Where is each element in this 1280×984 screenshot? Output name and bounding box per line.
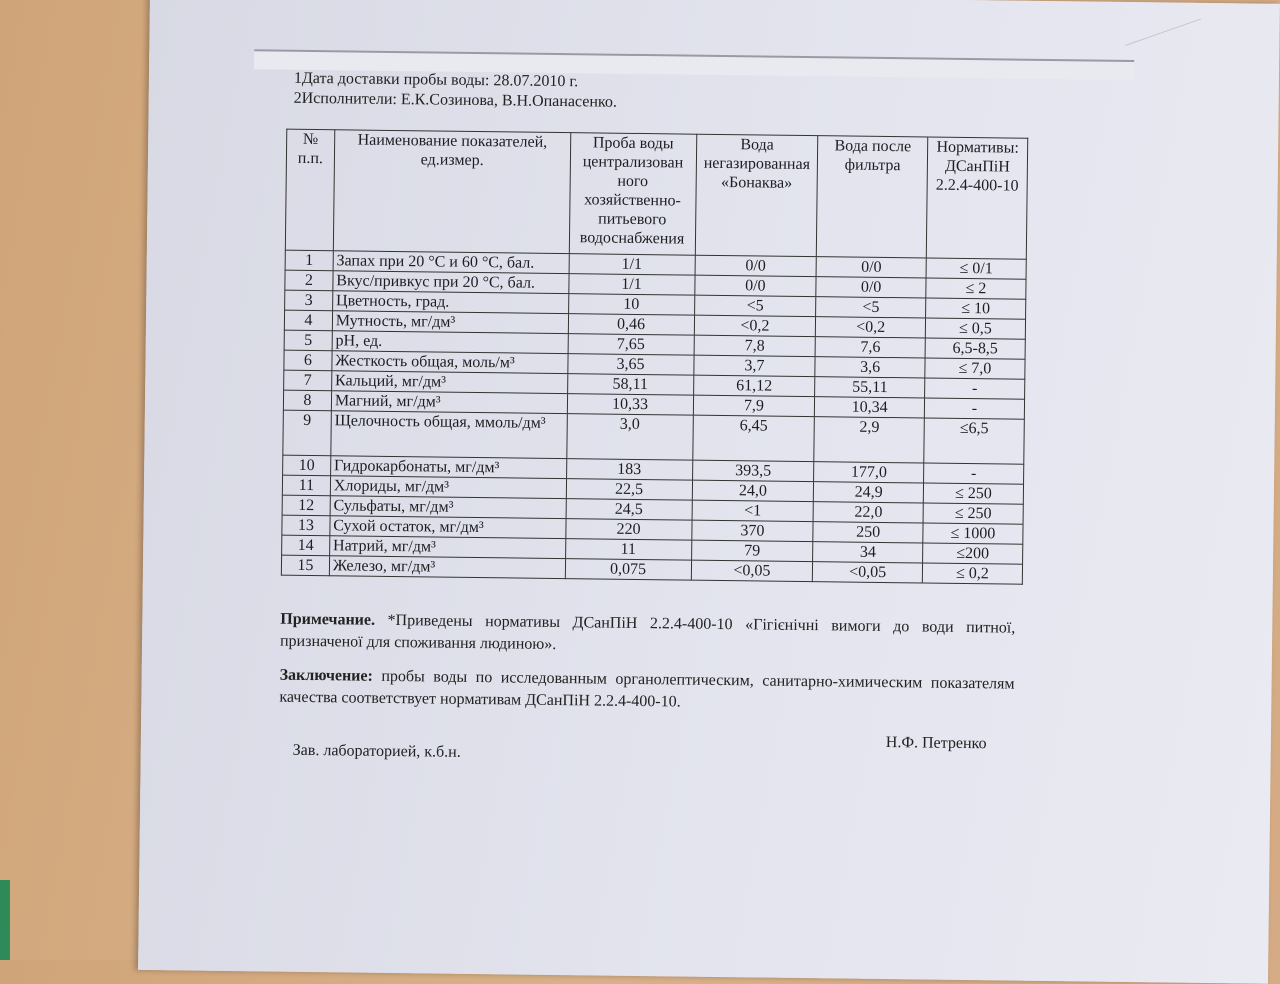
indicator-name: Кальций, мг/дм³ <box>331 371 567 394</box>
indicator-name: Магний, мг/дм³ <box>331 391 567 414</box>
conclusion-text: пробы воды по исследованным органолептическим, санитарно-химическим показателям качества соответствует нормативам ДСанПіН 2.2.4-400-10. <box>279 667 1015 711</box>
bonaqua-value: 79 <box>691 540 813 561</box>
norm-value: 6,5-8,5 <box>925 338 1025 359</box>
tap-water-value: 3,65 <box>567 354 693 376</box>
row-number: 13 <box>282 515 330 536</box>
row-number: 7 <box>284 370 332 391</box>
bonaqua-value: 0/0 <box>695 255 817 276</box>
indicator-name: pH, ед. <box>332 331 568 354</box>
paper-fold <box>1118 0 1200 46</box>
bonaqua-value: 7,9 <box>693 395 815 416</box>
tap-water-value: 1/1 <box>569 254 695 276</box>
col-header-tap-water: Проба воды централизован ного хозяйственно-питьевого водоснабжения <box>569 133 696 256</box>
results-table <box>281 129 1028 585</box>
filtered-value: 22,0 <box>813 502 923 523</box>
bonaqua-value: 24,0 <box>692 480 814 501</box>
tap-water-value: 22,5 <box>566 479 692 501</box>
row-number: 1 <box>285 250 333 271</box>
bonaqua-value: <0,05 <box>691 560 813 581</box>
norm-value: ≤ 7,0 <box>925 358 1025 379</box>
indicator-name: Щелочность общая, ммоль/дм³ <box>331 411 567 459</box>
conclusion-paragraph <box>279 665 1014 718</box>
bonaqua-value: 3,7 <box>693 355 815 376</box>
norm-value: ≤ 10 <box>926 298 1026 319</box>
indicator-name: Сухой остаток, мг/дм³ <box>330 516 566 539</box>
row-number: 5 <box>284 330 332 351</box>
row-number: 4 <box>284 310 332 331</box>
note-paragraph <box>280 609 1015 662</box>
filtered-value: <5 <box>816 297 926 318</box>
row-number: 8 <box>283 390 331 411</box>
indicator-name: Железо, мг/дм³ <box>329 556 565 579</box>
filtered-value: <0,05 <box>813 562 923 583</box>
filtered-value: 0/0 <box>816 257 926 278</box>
tap-water-value: 220 <box>565 519 691 541</box>
row-number: 14 <box>282 535 330 556</box>
col-header-indicator: Наименование показателей, ед.измер. <box>333 130 570 254</box>
note-label: Примечание. <box>280 610 376 629</box>
bonaqua-value: <1 <box>692 500 814 521</box>
tap-water-value: 1/1 <box>568 274 694 296</box>
row-number: 12 <box>282 495 330 516</box>
tap-water-value: 0,075 <box>565 559 691 581</box>
executors-line: 2Исполнители: Е.К.Созинова, В.Н.Опанасенко. <box>293 89 618 111</box>
bonaqua-value: 7,8 <box>694 335 816 356</box>
norm-value: ≤ 250 <box>923 503 1023 524</box>
tap-water-value: 58,11 <box>567 374 693 396</box>
row-number: 15 <box>281 555 329 576</box>
tap-water-value: 24,5 <box>566 499 692 521</box>
norm-value: ≤ 0/1 <box>926 258 1026 279</box>
filtered-value: 10,34 <box>815 397 925 418</box>
norm-value: ≤200 <box>923 543 1023 564</box>
tap-water-value: 183 <box>566 459 692 481</box>
row-number: 3 <box>285 290 333 311</box>
filtered-value: <0,2 <box>816 317 926 338</box>
filtered-value: 177,0 <box>814 462 924 483</box>
tap-water-value: 7,65 <box>568 334 694 356</box>
tap-water-value: 10,33 <box>567 394 693 416</box>
bonaqua-value: 393,5 <box>692 460 814 481</box>
bonaqua-value: 370 <box>691 520 813 541</box>
norm-value: ≤ 2 <box>926 278 1026 299</box>
table-header-row <box>285 129 1027 259</box>
row-number: 10 <box>283 455 331 476</box>
signatory-name: Н.Ф. Петренко <box>885 734 987 753</box>
tap-water-value: 3,0 <box>566 414 692 461</box>
note-text: *Приведены нормативы ДСанПіН 2.2.4-400-10 «Гігієнічні вимоги до води питної, призначеної для споживання людиною». <box>279 611 1016 654</box>
norm-value: - <box>924 398 1024 419</box>
row-number: 9 <box>283 410 331 456</box>
indicator-name: Запах при 20 °С и 60 °С, бал. <box>333 251 569 274</box>
filtered-value: 55,11 <box>815 377 925 398</box>
desk-edge-object <box>0 880 10 960</box>
indicator-name: Гидрокарбонаты, мг/дм³ <box>330 456 566 479</box>
indicator-name: Натрий, мг/дм³ <box>329 536 565 559</box>
filtered-value: 250 <box>813 522 923 543</box>
indicator-name: Мутность, мг/дм³ <box>332 311 568 334</box>
signatory-position: Зав. лабораторией, к.б.н. <box>292 741 461 761</box>
indicator-name: Сульфаты, мг/дм³ <box>330 496 566 519</box>
tap-water-value: 11 <box>565 539 691 561</box>
norm-value: - <box>924 463 1024 484</box>
indicator-name: Жесткость общая, моль/м³ <box>332 351 568 374</box>
bonaqua-value: <5 <box>694 295 816 316</box>
filtered-value: 3,6 <box>815 357 925 378</box>
filtered-value: 24,9 <box>814 482 924 503</box>
col-header-bonaqua: Вода негазированная «Бонаква» <box>695 134 818 256</box>
norm-value: ≤ 0,2 <box>922 563 1022 584</box>
filtered-value: 0/0 <box>816 277 926 298</box>
bonaqua-value: 6,45 <box>692 415 814 461</box>
row-number: 6 <box>284 350 332 371</box>
bonaqua-value: 61,12 <box>693 375 815 396</box>
tap-water-value: 10 <box>568 294 694 316</box>
bonaqua-value: <0,2 <box>694 315 816 336</box>
filtered-value: 34 <box>813 542 923 563</box>
document-sheet <box>138 0 1280 984</box>
indicator-name: Вкус/привкус при 20 °С, бал. <box>333 271 569 294</box>
conclusion-label: Заключение: <box>279 666 373 685</box>
norm-value: ≤ 0,5 <box>925 318 1025 339</box>
row-number: 11 <box>282 475 330 496</box>
indicator-name: Цветность, град. <box>332 291 568 314</box>
row-number: 2 <box>285 270 333 291</box>
filtered-value: 2,9 <box>814 417 924 463</box>
norm-value: - <box>925 378 1025 399</box>
norm-value: ≤ 250 <box>923 483 1023 504</box>
filtered-value: 7,6 <box>815 337 925 358</box>
norm-value: ≤ 1000 <box>923 523 1023 544</box>
col-header-number: № п.п. <box>285 129 334 251</box>
col-header-norms: Нормативы: ДСанПіН 2.2.4-400-10 <box>926 137 1027 259</box>
tap-water-value: 0,46 <box>568 314 694 336</box>
bonaqua-value: 0/0 <box>694 275 816 296</box>
indicator-name: Хлориды, мг/дм³ <box>330 476 566 499</box>
col-header-filtered-water: Вода после фильтра <box>817 136 928 258</box>
norm-value: ≤6,5 <box>924 418 1024 464</box>
delivery-date-line: 1Дата доставки пробы воды: 28.07.2010 г. <box>293 69 579 91</box>
